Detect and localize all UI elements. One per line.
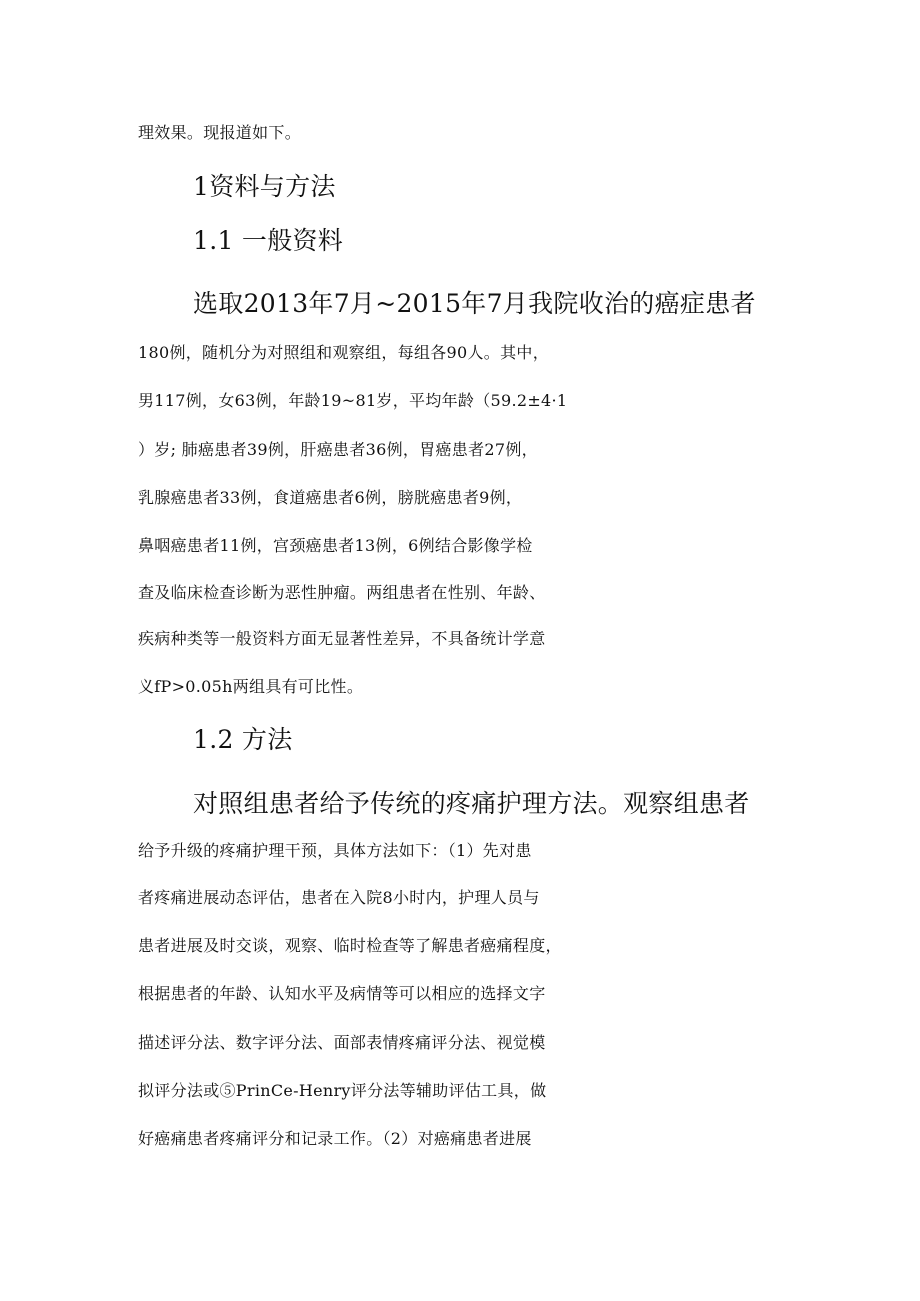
text-line: 给予升级的疼痛护理干预，具体方法如下：（1）先对患 xyxy=(138,841,532,860)
text-line: 乳腺癌患者33例，食道癌患者6例，膀胱癌患者9例， xyxy=(138,488,523,507)
text-line: 男117例，女63例，年龄19~81岁，平均年龄（59.2±4·1 xyxy=(138,391,568,410)
text-line: 描述评分法、数字评分法、面部表情疼痛评分法、视觉模 xyxy=(138,1033,546,1052)
text-line: 者疼痛进展动态评估，患者在入院8小时内，护理人员与 xyxy=(138,888,540,907)
text-line: 疾病种类等一般资料方面无显著性差异，不具备统计学意 xyxy=(138,629,546,648)
text-line: 患者进展及时交谈，观察、临时检查等了解患者癌痛程度， xyxy=(138,936,562,955)
text-line: 查及临床检查诊断为恶性肿瘤。两组患者在性别、年龄、 xyxy=(138,583,546,602)
text-line: 鼻咽癌患者11例，宫颈癌患者13例，6例结合影像学检 xyxy=(138,536,533,555)
text-line: 好癌痛患者疼痛评分和记录工作。（2）对癌痛患者进展 xyxy=(138,1129,532,1148)
text-line: 拟评分法或⑤PrinCe-Henry评分法等辅助评估工具，做 xyxy=(138,1081,547,1100)
text-line: 理效果。现报道如下。 xyxy=(138,123,302,142)
subsection-heading: 1.2 方法 xyxy=(193,725,293,754)
paragraph-first-line: 对照组患者给予传统的疼痛护理方法。观察组患者 xyxy=(193,789,750,818)
subsection-heading: 1.1 一般资料 xyxy=(193,226,344,255)
paragraph-first-line: 选取2013年7月~2015年7月我院收治的癌症患者 xyxy=(193,289,756,318)
text-line: 根据患者的年龄、认知水平及病情等可以相应的选择文字 xyxy=(138,984,546,1003)
section-heading: 1资料与方法 xyxy=(193,172,336,201)
text-line: ）岁; 肺癌患者39例，肝癌患者36例，胃癌患者27例， xyxy=(138,440,538,459)
text-line: 180例，随机分为对照组和观察组，每组各90人。其中， xyxy=(138,343,549,362)
text-line: 义fP>0.05h两组具有可比性。 xyxy=(138,677,364,696)
